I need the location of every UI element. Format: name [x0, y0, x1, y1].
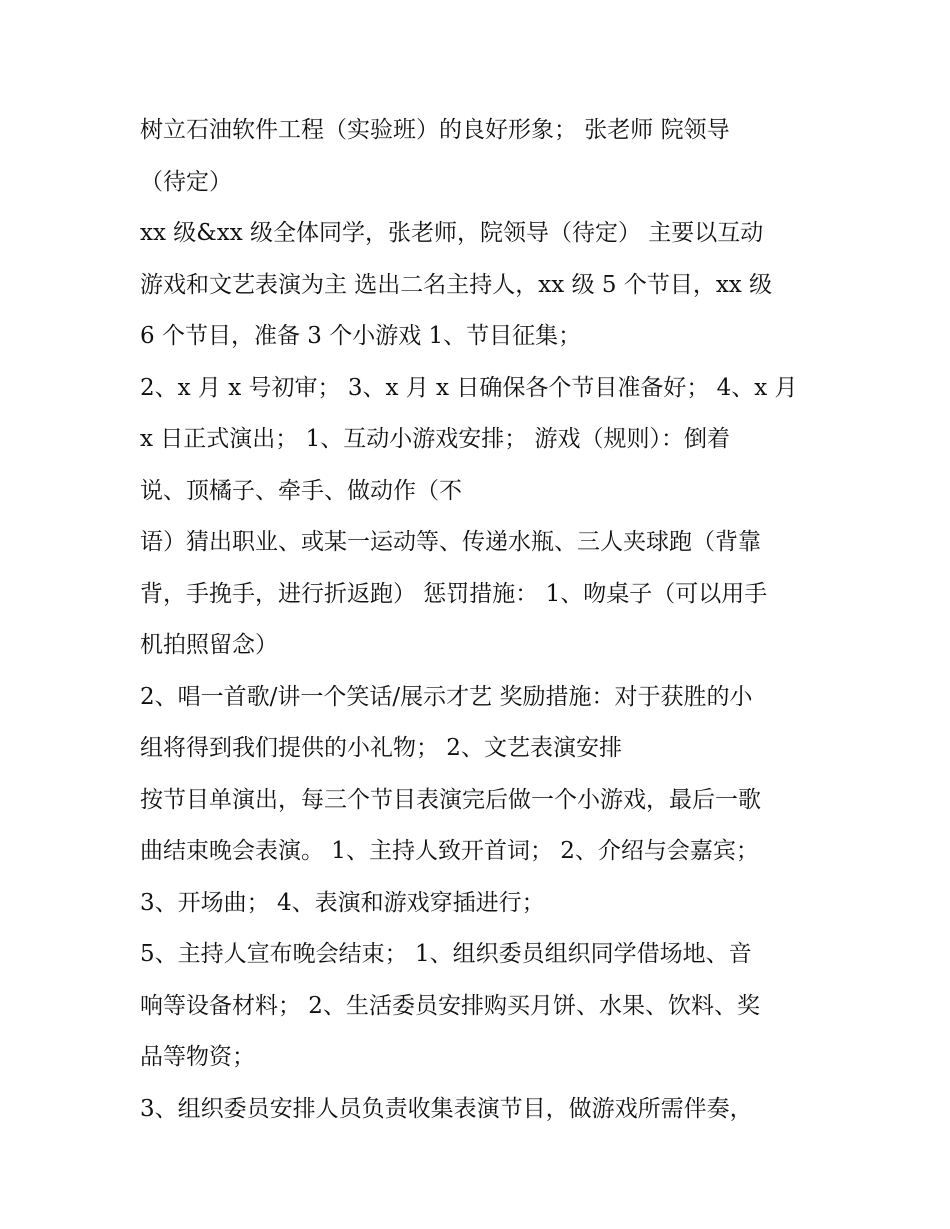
text-line: 品等物资； [140, 1044, 255, 1070]
text-line: 5、主持人宣布晚会结束； 1、组织委员组织同学借场地、音 [140, 941, 752, 967]
text-line: （待定） [140, 168, 232, 195]
text-line: x 日正式演出； 1、互动小游戏安排； 游戏（规则）：倒着 [140, 426, 731, 452]
text-line: 树立石油软件工程（实验班）的良好形象； 张老师 院领导 [140, 117, 730, 143]
text-line: 语）猜出职业、或某一运动等、传递水瓶、三人夹球跑（背靠 [140, 529, 761, 555]
text-line: 说、顶橘子、牵手、做动作（不 [140, 477, 462, 504]
text-line: 背，手挽手，进行折返跑） 惩罚措施： 1、吻桌子（可以用手 [140, 580, 768, 607]
text-line: 曲结束晚会表演。 1、主持人致开首词； 2、介绍与会嘉宾； [140, 838, 759, 864]
text-line: xx 级&xx 级全体同学，张老师，院领导（待定） 主要以互动 [140, 220, 764, 246]
text-line: 按节目单演出，每三个节目表演完后做一个小游戏，最后一歌 [140, 786, 761, 813]
text-line: 6 个节目，准备 3 个小游戏 1、节目征集； [140, 323, 582, 349]
text-line: 机拍照留念） [140, 632, 278, 658]
text-line: 3、组织委员安排人员负责收集表演节目，做游戏所需伴奏， [140, 1095, 753, 1122]
text-line: 3、开场曲； 4、表演和游戏穿插进行； [140, 889, 545, 916]
text-line: 游戏和文艺表演为主 选出二名主持人，xx 级 5 个节目，xx 级 [140, 271, 773, 298]
text-line: 2、唱一首歌/讲一个笑话/展示才艺 奖励措施：对于获胜的小 [140, 683, 753, 710]
text-line: 2、x 月 x 号初审； 3、x 月 x 日确保各个节目准备好； 4、x 月 [140, 374, 798, 401]
text-line: 响等设备材料； 2、生活委员安排购买月饼、水果、饮料、奖 [140, 992, 760, 1019]
text-line: 组将得到我们提供的小礼物； 2、文艺表演安排 [140, 735, 622, 761]
body-text [140, 108, 820, 1138]
